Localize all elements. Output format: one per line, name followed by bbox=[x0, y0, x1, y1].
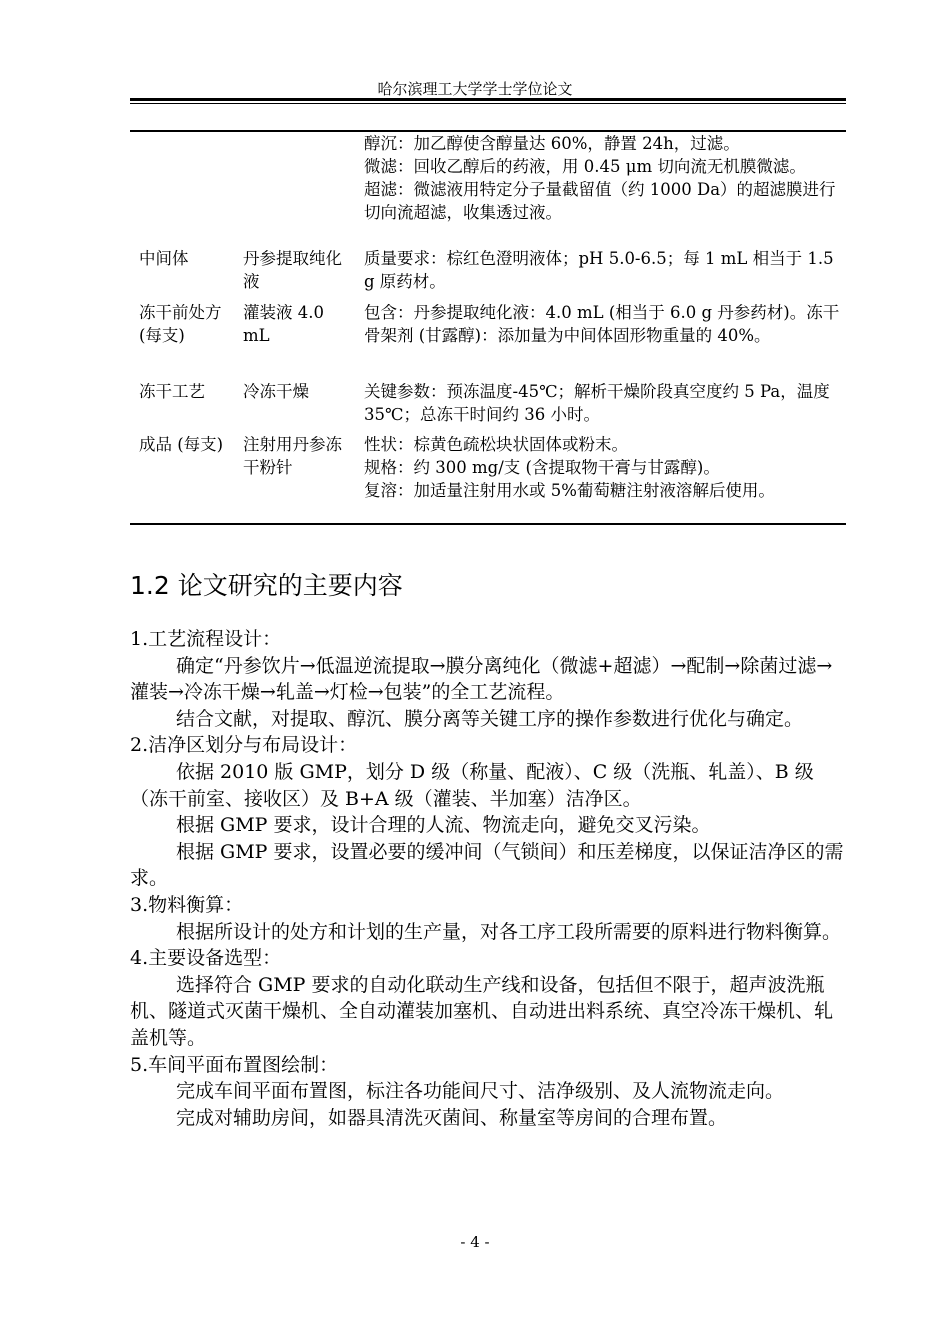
paragraph: 依据 2010 版 GMP，划分 D 级（称量、配液）、C 级（洗瓶、轧盖）、B 级（冻干前室、接收区）及 B+A 级（灌装、半加塞）洁净区。 bbox=[130, 760, 814, 810]
header-rule-thin bbox=[130, 103, 846, 104]
running-header: 哈尔滨理工大学学士学位论文 bbox=[377, 80, 573, 98]
table-cell-detail: 性状：棕黄色疏松块状固体或粉末。 规格：约 300 mg/支 (含提取物干膏与甘露醇)。 复溶：加适量注射用水或 5%葡萄糖注射液溶解后使用。 bbox=[364, 435, 775, 500]
table-cell-stage: 冻干前处方 (每支) bbox=[139, 303, 222, 345]
table-cell-item: 注射用丹参冻干粉针 bbox=[243, 435, 342, 477]
paragraph: 完成对辅助房间，如器具清洗灭菌间、称量室等房间的合理布置。 bbox=[176, 1106, 728, 1129]
paragraph: 确定“丹参饮片→低温逆流提取→膜分离纯化（微滤+超滤）→配制→除菌过滤→灌装→冷冻干燥→轧盖→灯检→包装”的全工艺流程。 bbox=[130, 654, 833, 704]
subheading: 5.车间平面布置图绘制： bbox=[130, 1053, 339, 1076]
subheading: 4.主要设备选型： bbox=[130, 947, 282, 970]
table-cell-detail: 包含：丹参提取纯化液：4.0 mL (相当于 6.0 g 丹参药材)。冻干骨架剂 (甘露醇)：添加量为中间体固形物重量的 40%。 bbox=[364, 303, 840, 345]
paragraph: 选择符合 GMP 要求的自动化联动生产线和设备，包括但不限于，超声波洗瓶机、隧道式灭菌干燥机、全自动灌装加塞机、自动进出料系统、真空冷冻干燥机、轧盖机等。 bbox=[130, 973, 834, 1049]
paragraph: 根据所设计的处方和计划的生产量，对各工序工段所需要的原料进行物料衡算。 bbox=[176, 920, 842, 943]
paragraph: 根据 GMP 要求，设计合理的人流、物流走向，避免交叉污染。 bbox=[176, 814, 711, 837]
table-cell-stage: 成品 (每支) bbox=[139, 435, 224, 454]
table-cell-item: 灌装液 4.0 mL bbox=[243, 303, 324, 345]
table-cell-stage: 冻干工艺 bbox=[139, 382, 205, 401]
table-cell-detail: 质量要求：棕红色澄明液体；pH 5.0-6.5；每 1 mL 相当于 1.5 g 原药材。 bbox=[364, 249, 834, 291]
paragraph: 结合文献，对提取、醇沉、膜分离等关键工序的操作参数进行优化与确定。 bbox=[176, 707, 804, 730]
section-heading: 1.2 论文研究的主要内容 bbox=[130, 571, 403, 600]
subheading: 2.洁净区划分与布局设计： bbox=[130, 734, 358, 757]
table-bottom-rule bbox=[130, 523, 846, 525]
table-cell-item: 丹参提取纯化液 bbox=[243, 249, 342, 291]
table-cell-detail: 关键参数：预冻温度-45℃；解析干燥阶段真空度约 5 Pa，温度 35℃；总冻干时间约 36 小时。 bbox=[364, 382, 830, 424]
table-cell-item: 冷冻干燥 bbox=[243, 382, 309, 401]
subheading: 1.工艺流程设计： bbox=[130, 628, 282, 650]
paragraph: 完成车间平面布置图，标注各功能间尺寸、洁净级别、及人流物流走向。 bbox=[176, 1080, 785, 1103]
table-cell-process-steps: 醇沉：加乙醇使含醇量达 60%，静置 24h，过滤。 微滤：回收乙醇后的药液，用 0.45 μm 切向流无机膜微滤。 超滤：微滤液用特定分子量截留值（约 1000 Da）的超滤膜进行切向流超滤，收集透过液。 bbox=[364, 134, 836, 222]
header-rule-thick bbox=[130, 98, 846, 101]
subheading: 3.物料衡算： bbox=[130, 893, 244, 916]
section-body bbox=[130, 626, 846, 1131]
paragraph: 根据 GMP 要求，设置必要的缓冲间（气锁间）和压差梯度，以保证洁净区的需求。 bbox=[130, 840, 844, 890]
table-cell-stage: 中间体 bbox=[139, 249, 189, 268]
page-number: - 4 - bbox=[460, 1233, 490, 1251]
